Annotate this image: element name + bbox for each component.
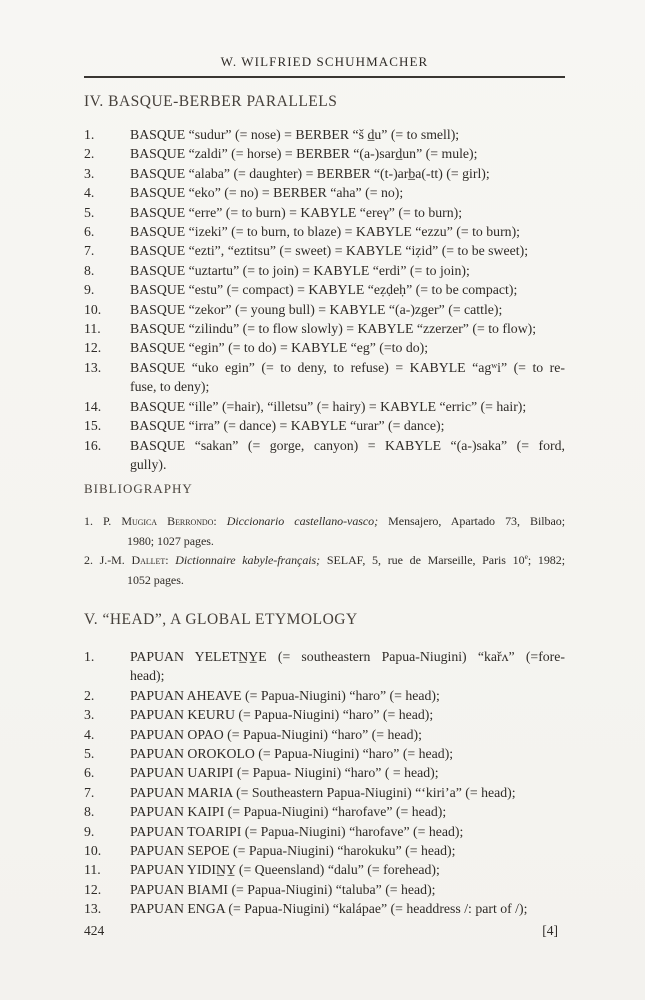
item-line: BASQUE “irra” (= dance) = KABYLE “urar” (= dance);: [130, 418, 445, 434]
list-item: [84, 744, 565, 763]
list-item: [84, 125, 565, 144]
item-text: [130, 725, 565, 744]
list-item: [84, 397, 565, 416]
item-text: [130, 436, 565, 475]
bib-lead: 1. P.: [84, 514, 122, 528]
item-line: PAPUAN SEPOE (= Papua-Niugini) “harokuku” (= head);: [130, 843, 456, 859]
item-number: 11.: [84, 862, 101, 878]
bib-tail: ; 1982;: [527, 553, 565, 567]
item-number: 12.: [84, 340, 102, 356]
item-line: BASQUE “uko egin” (= to deny, to refuse) = KABYLE “agʷi” (= to re-: [130, 359, 565, 375]
list-item: [84, 222, 565, 241]
item-number: 6.: [84, 224, 95, 240]
item-line: BASQUE “erre” (= to burn) = KABYLE “ereγ” (= to burn);: [130, 204, 463, 220]
item-line: BASQUE “sudur” (= nose) = BERBER “š d̲u” (= to smell);: [130, 127, 460, 142]
bib-separator: :: [213, 514, 227, 528]
item-line: PAPUAN KEURU (= Papua-Niugini) “haro” (= head);: [130, 707, 434, 723]
item-number: 13.: [84, 901, 102, 917]
bib-publisher: Mensajero, Apartado 73, Bilbao;: [378, 514, 566, 528]
list-item: [84, 860, 565, 879]
item-number: 10.: [84, 843, 102, 859]
page-number: 424: [84, 923, 105, 938]
section-iv-heading: IV. BASQUE-BERBER PARALLELS: [84, 93, 338, 110]
bib-author: Dallet: [131, 553, 166, 567]
item-number: 6.: [84, 765, 95, 781]
list-item: [84, 899, 565, 918]
item-text: [130, 647, 565, 686]
bib-title: Dictionnaire kabyle-français;: [175, 553, 321, 567]
item-text: [130, 763, 565, 782]
item-line: PAPUAN YIDIN̲Y̲ (= Queensland) “dalu” (= forehead);: [130, 862, 440, 878]
header-rule: [84, 76, 565, 78]
item-text: [130, 783, 565, 802]
item-text: [130, 300, 565, 319]
bib-title: Diccionario castellano-vasco;: [226, 514, 379, 528]
list-item: [84, 164, 565, 183]
item-text: [130, 744, 565, 763]
bib-author: Mugica Berrondo: [121, 514, 214, 528]
item-number: 14.: [84, 398, 102, 414]
list-item: [84, 183, 565, 202]
bibliography-list: [84, 512, 565, 590]
item-number: 2.: [84, 146, 95, 162]
item-text: [130, 822, 565, 841]
item-text: [130, 164, 565, 183]
item-line: PAPUAN MARIA (= Southeastern Papua-Niugini) “‘kiri’a” (= head);: [130, 784, 516, 800]
item-text: [130, 338, 565, 357]
list-item: [84, 705, 565, 724]
item-number: 4.: [84, 185, 95, 201]
section-iv-list: [84, 125, 565, 474]
list-item: [84, 725, 565, 744]
item-line: BASQUE “zaldi” (= horse) = BERBER “(a-)sard̲un” (= mule);: [130, 146, 478, 162]
item-text: [130, 222, 565, 241]
item-text: [130, 358, 565, 397]
list-item: [84, 203, 565, 222]
item-line: PAPUAN BIAMI (= Papua-Niugini) “taluba” (= head);: [130, 881, 436, 897]
bibliography-entry: [84, 512, 565, 551]
item-text: [130, 261, 565, 280]
item-line: head);: [130, 668, 165, 684]
item-text: [130, 841, 565, 860]
item-line: BASQUE “zekor” (= young bull) = KABYLE “(a-)zger” (= cattle);: [130, 301, 503, 317]
item-number: 16.: [84, 437, 102, 453]
item-number: 1.: [84, 127, 95, 142]
item-line: PAPUAN OROKOLO (= Papua-Niugini) “haro” (= head);: [130, 746, 454, 762]
bib-superscript: e: [524, 552, 528, 561]
item-text: [130, 705, 565, 724]
list-item: [84, 802, 565, 821]
bib-lead: 2. J.-M.: [84, 553, 132, 567]
item-number: 4.: [84, 726, 95, 742]
item-number: 8.: [84, 262, 95, 278]
item-text: [130, 203, 565, 222]
item-line: PAPUAN ENGA (= Papua-Niugini) “kalápae” (= headdress /: part of /);: [130, 901, 528, 917]
item-text: [130, 802, 565, 821]
item-number: 11.: [84, 321, 101, 337]
list-item: [84, 416, 565, 435]
item-text: [130, 280, 565, 299]
item-line: BASQUE “zilindu” (= to flow slowly) = KABYLE “zzerzer” (= to flow);: [130, 321, 537, 337]
item-number: 9.: [84, 282, 95, 298]
section-v-heading: V. “HEAD”, A GLOBAL ETYMOLOGY: [84, 611, 358, 628]
list-item: [84, 436, 565, 475]
item-line: gully).: [130, 456, 167, 472]
bracket-number: [4]: [542, 923, 558, 938]
item-number: 10.: [84, 301, 102, 317]
item-line: PAPUAN AHEAVE (= Papua-Niugini) “haro” (= head);: [130, 687, 440, 703]
list-item: [84, 280, 565, 299]
item-text: [130, 183, 565, 202]
bib-continuation: 1052 pages.: [127, 572, 184, 587]
item-line: PAPUAN UARIPI (= Papua- Niugini) “haro” ( = head);: [130, 765, 439, 781]
list-item: [84, 841, 565, 860]
item-number: 7.: [84, 243, 95, 259]
item-text: [130, 241, 565, 260]
list-item: [84, 686, 565, 705]
item-number: 3.: [84, 707, 95, 723]
item-line: BASQUE “egin” (= to do) = KABYLE “eg” (=to do);: [130, 340, 429, 356]
item-text: [130, 125, 565, 144]
list-item: [84, 822, 565, 841]
item-line: BASQUE “uztartu” (= to join) = KABYLE “erdi” (= to join);: [130, 262, 470, 278]
item-text: [130, 144, 565, 163]
list-item: [84, 763, 565, 782]
item-line: fuse, to deny);: [130, 379, 210, 395]
list-item: [84, 647, 565, 686]
item-number: 7.: [84, 784, 95, 800]
bibliography-entry: [84, 551, 565, 590]
item-text: [130, 880, 565, 899]
item-line: BASQUE “estu” (= compact) = KABYLE “eẓḍeḥ” (= to be compact);: [130, 282, 518, 298]
list-item: [84, 261, 565, 280]
item-text: [130, 416, 565, 435]
bib-entry-line: [84, 551, 565, 571]
item-text: [130, 686, 565, 705]
item-line: PAPUAN YELETN̲Y̲E (= southeastern Papua-Niugini) “kařʌ” (=fore-: [130, 649, 565, 664]
list-item: [84, 319, 565, 338]
list-item: [84, 300, 565, 319]
item-number: 5.: [84, 746, 95, 762]
list-item: [84, 241, 565, 260]
list-item: [84, 783, 565, 802]
item-line: BASQUE “alaba” (= daughter) = BERBER “(t-)arb̲a(-tt) (= girl);: [130, 165, 490, 181]
list-item: [84, 358, 565, 397]
running-header: W. WILFRIED SCHUHMACHER: [220, 54, 429, 69]
item-number: 1.: [84, 649, 95, 664]
bib-entry-line: [84, 512, 565, 532]
item-line: PAPUAN KAIPI (= Papua-Niugini) “harofave” (= head);: [130, 804, 447, 820]
item-number: 8.: [84, 804, 95, 820]
item-number: 5.: [84, 204, 95, 220]
list-item: [84, 880, 565, 899]
bib-continuation: 1980; 1027 pages.: [127, 533, 214, 548]
item-line: BASQUE “sakan” (= gorge, canyon) = KABYLE “(a-)saka” (= ford,: [130, 437, 565, 453]
item-number: 13.: [84, 359, 102, 375]
item-text: [130, 319, 565, 338]
item-line: BASQUE “ezti”, “eztitsu” (= sweet) = KABYLE “iẓid” (= to be sweet);: [130, 243, 529, 259]
item-text: [130, 899, 565, 918]
item-line: BASQUE “ille” (=hair), “illetsu” (= hairy) = KABYLE “erric” (= hair);: [130, 398, 527, 414]
bib-separator: :: [165, 553, 176, 567]
item-number: 9.: [84, 823, 95, 839]
list-item: [84, 144, 565, 163]
item-line: PAPUAN TOARIPI (= Papua-Niugini) “harofave” (= head);: [130, 823, 464, 839]
list-item: [84, 338, 565, 357]
item-line: BASQUE “izeki” (= to burn, to blaze) = KABYLE “ezzu” (= to burn);: [130, 224, 520, 240]
item-line: PAPUAN OPAO (= Papua-Niugini) “haro” (= head);: [130, 726, 422, 742]
item-number: 15.: [84, 418, 102, 434]
section-v-list: [84, 647, 565, 919]
item-number: 3.: [84, 165, 95, 181]
item-text: [130, 397, 565, 416]
item-number: 2.: [84, 687, 95, 703]
item-number: 12.: [84, 881, 102, 897]
item-line: BASQUE “eko” (= no) = BERBER “aha” (= no);: [130, 185, 404, 201]
item-text: [130, 860, 565, 879]
bib-publisher: SELAF, 5, rue de Marseille, Paris 10: [320, 553, 525, 567]
bibliography-heading: BIBLIOGRAPHY: [84, 481, 193, 496]
